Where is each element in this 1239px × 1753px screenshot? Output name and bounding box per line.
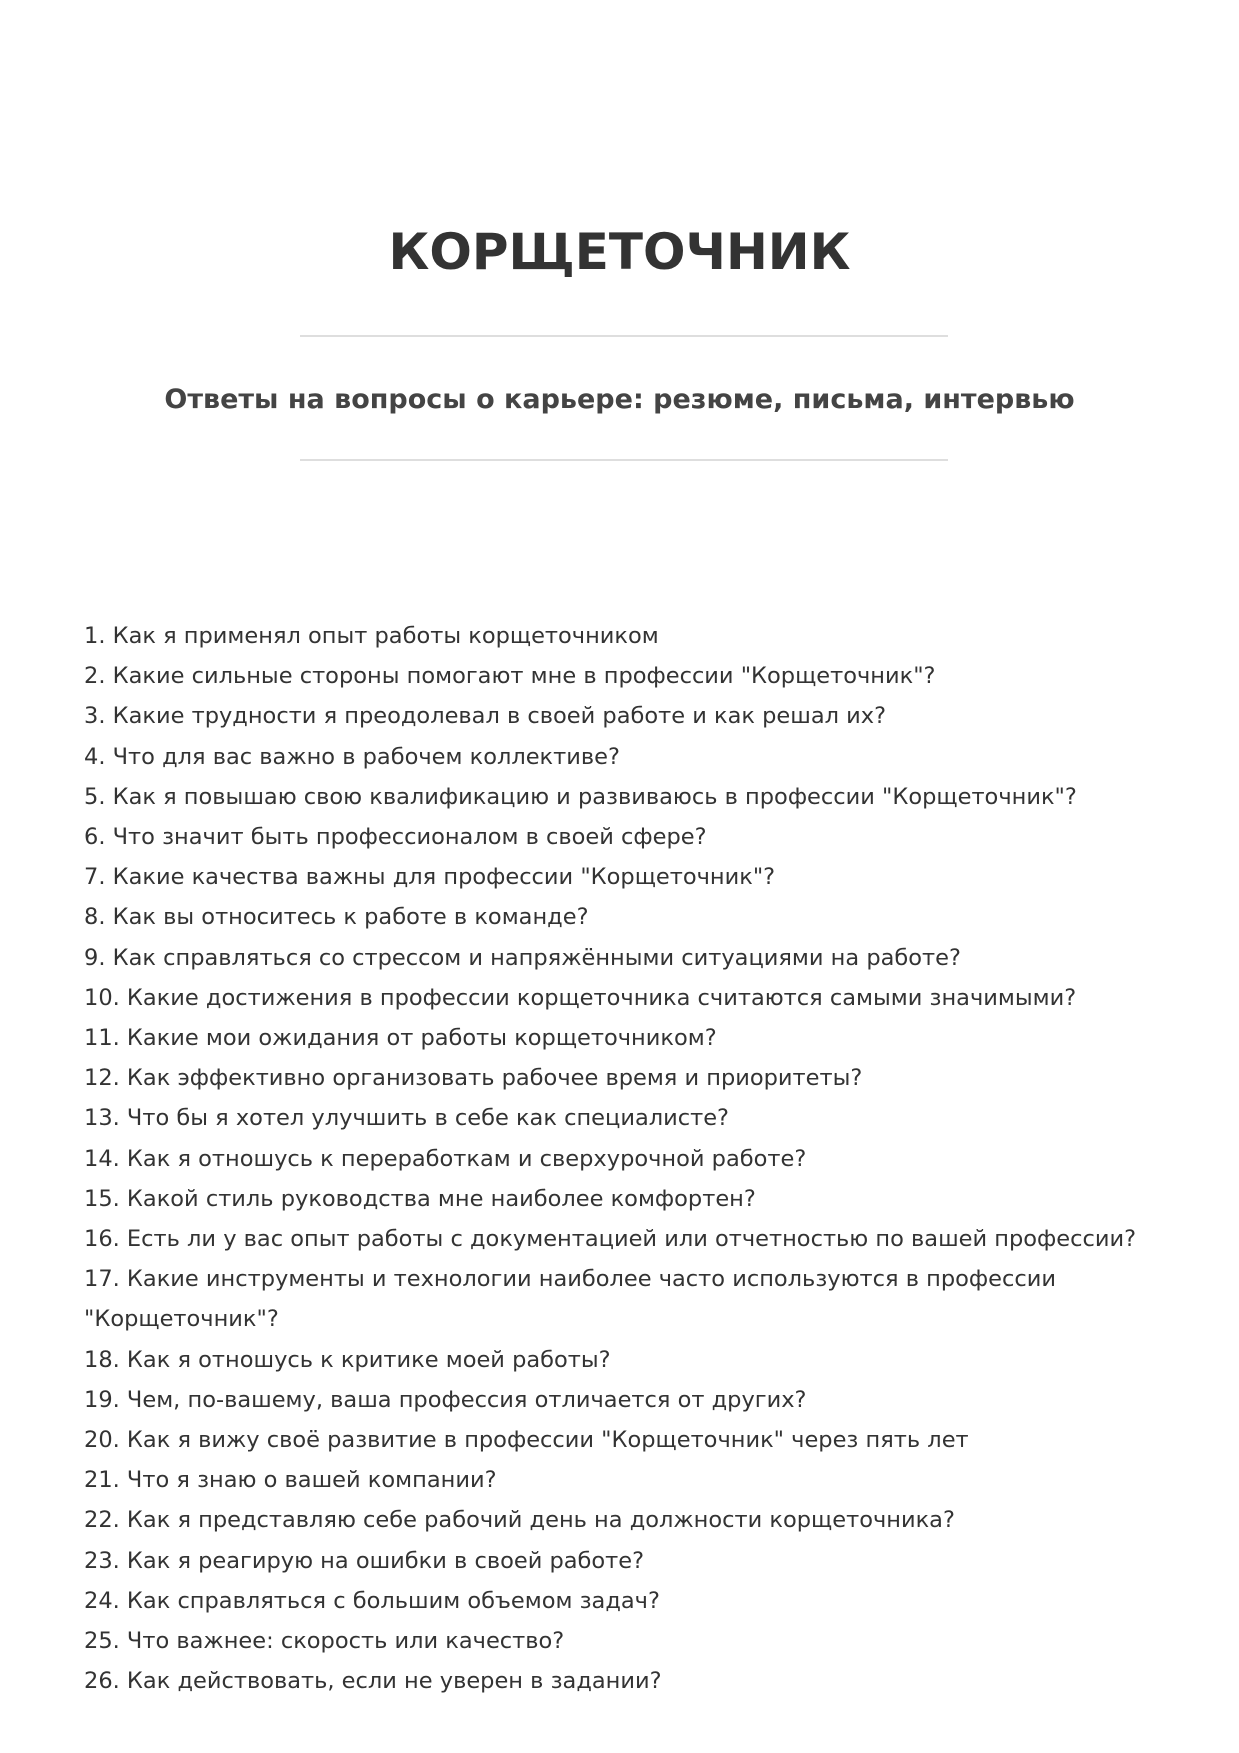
list-item: 16. Есть ли у вас опыт работы с документацией или отчетностью по вашей профессии? [84,1226,1137,1253]
list-item: 15. Какой стиль руководства мне наиболее комфортен? [84,1185,756,1212]
list-item: 20. Как я вижу своё развитие в профессии "Корщеточник" через пять лет [84,1427,969,1454]
list-item: 4. Что для вас важно в рабочем коллективе? [84,743,620,770]
page-title: КОРЩЕТОЧНИК [388,222,851,281]
question-list [84,616,1154,1701]
list-item: 3. Какие трудности я преодолевал в своей работе и как решал их? [84,703,887,730]
list-item: 14. Как я отношусь к переработкам и сверхурочной работе? [84,1145,807,1172]
list-item: 17. Какие инструменты и технологии наиболее часто используются в профессии "Корщеточник"? [84,1266,1056,1333]
divider-bottom [300,459,948,461]
page-subtitle: Ответы на вопросы о карьере: резюме, письма, интервью [164,384,1075,415]
list-item: 10. Какие достижения в профессии корщеточника считаются самыми значимыми? [84,984,1077,1011]
list-item: 19. Чем, по-вашему, ваша профессия отличается от других? [84,1386,807,1413]
list-item: 22. Как я представляю себе рабочий день на должности корщеточника? [84,1507,955,1534]
list-item: 24. Как справляться с большим объемом задач? [84,1587,660,1614]
list-item: 9. Как справляться со стрессом и напряжёнными ситуациями на работе? [84,944,961,971]
list-item: 12. Как эффективно организовать рабочее время и приоритеты? [84,1065,863,1092]
list-item: 13. Что бы я хотел улучшить в себе как специалисте? [84,1105,729,1132]
list-item: 6. Что значит быть профессионалом в своей сфере? [84,824,707,851]
list-item: 18. Как я отношусь к критике моей работы? [84,1346,611,1373]
list-item: 25. Что важнее: скорость или качество? [84,1628,565,1655]
list-item: 1. Как я применял опыт работы корщеточником [84,623,659,649]
list-item: 26. Как действовать, если не уверен в задании? [84,1668,662,1695]
divider-top [300,335,948,337]
list-item: 5. Как я повышаю свою квалификацию и развиваюсь в профессии "Корщеточник"? [84,783,1077,810]
list-item: 8. Как вы относитесь к работе в команде? [84,904,589,931]
list-item: 21. Что я знаю о вашей компании? [84,1467,497,1494]
list-item: 11. Какие мои ожидания от работы корщеточником? [84,1025,717,1052]
list-item: 2. Какие сильные стороны помогают мне в профессии "Корщеточник"? [84,663,936,690]
list-item: 23. Как я реагирую на ошибки в своей работе? [84,1547,645,1574]
list-item: 7. Какие качества важны для профессии "Корщеточник"? [84,864,776,891]
